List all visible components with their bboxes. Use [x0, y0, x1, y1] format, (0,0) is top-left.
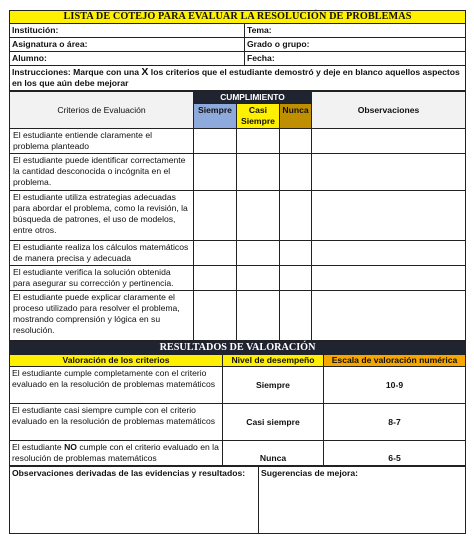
result-text-after: cumple con el criterio evaluado en la resolución de problemas matemáticos — [12, 442, 219, 463]
criterion-nunca-cell[interactable] — [280, 191, 312, 241]
checklist-page — [9, 10, 465, 534]
result-text-bold: NO — [64, 442, 77, 452]
criterion-nunca-cell[interactable] — [280, 129, 312, 154]
result-level: Siempre — [223, 367, 324, 404]
alumno-field[interactable]: Alumno: — [10, 52, 245, 66]
result-row-text: El estudiante casi siempre cumple con el criterio evaluado en la resolución de problemas matemáticos — [10, 404, 223, 441]
result-text-before: El estudiante — [12, 442, 65, 452]
criterion-casi-siempre-cell[interactable] — [237, 154, 280, 191]
siempre-header: Siempre — [194, 104, 237, 129]
results-table — [9, 341, 466, 466]
criterion-siempre-cell[interactable] — [194, 241, 237, 266]
criterion-nunca-cell[interactable] — [280, 241, 312, 266]
criterion-casi-siempre-cell[interactable] — [237, 241, 280, 266]
criterion-observaciones-cell[interactable] — [312, 191, 466, 241]
result-level: Nunca — [223, 441, 324, 466]
criterion-observaciones-cell[interactable] — [312, 154, 466, 191]
observaciones-field[interactable]: Observaciones derivadas de las evidencias y resultados: — [10, 467, 259, 534]
result-scale: 10-9 — [324, 367, 466, 404]
criterion-text: El estudiante realiza los cálculos matemáticos de manera precisa y adecuada — [10, 241, 194, 266]
nunca-header: Nunca — [280, 104, 312, 129]
instructions — [10, 66, 466, 91]
criterion-casi-siempre-cell[interactable] — [237, 266, 280, 291]
result-level: Casi siempre — [223, 404, 324, 441]
criterion-text: El estudiante entiende claramente el problema planteado — [10, 129, 194, 154]
criterion-casi-siempre-cell[interactable] — [237, 291, 280, 341]
document-title: LISTA DE COTEJO PARA EVALUAR LA RESOLUCIÓN DE PROBLEMAS — [10, 11, 466, 24]
result-scale: 8-7 — [324, 404, 466, 441]
criterion-siempre-cell[interactable] — [194, 154, 237, 191]
asignatura-field[interactable]: Asignatura o área: — [10, 38, 245, 52]
x-mark-icon: X — [141, 66, 149, 78]
fecha-field[interactable]: Fecha: — [245, 52, 466, 66]
criterion-nunca-cell[interactable] — [280, 154, 312, 191]
criterion-nunca-cell[interactable] — [280, 266, 312, 291]
criterion-observaciones-cell[interactable] — [312, 266, 466, 291]
criterios-header: Criterios de Evaluación — [10, 92, 194, 129]
instructions-after: los criterios que el estudiante demostró y deje en blanco aquellos aspectos en los que aún debe mejorar — [12, 67, 460, 88]
escala-header: Escala de valoración numérica — [324, 355, 466, 367]
result-row-text: El estudiante cumple completamente con el criterio evaluado en la resolución de problemas matemáticos — [10, 367, 223, 404]
sugerencias-field[interactable]: Sugerencias de mejora: — [259, 467, 466, 534]
criterion-siempre-cell[interactable] — [194, 291, 237, 341]
observaciones-header: Observaciones — [312, 92, 466, 129]
criterion-casi-siempre-cell[interactable] — [237, 191, 280, 241]
criterion-text: El estudiante utiliza estrategias adecuadas para abordar el problema, como la revisión, la búsqueda de patrones, el uso de modelos, entre otros. — [10, 191, 194, 241]
criterion-siempre-cell[interactable] — [194, 129, 237, 154]
nivel-header: Nivel de desempeño — [223, 355, 324, 367]
result-row-text — [10, 441, 223, 466]
tema-field[interactable]: Tema: — [245, 24, 466, 38]
criterion-text: El estudiante verifica la solución obtenida para asegurar su corrección y pertinencia. — [10, 266, 194, 291]
criterion-nunca-cell[interactable] — [280, 291, 312, 341]
footer-table — [9, 466, 466, 534]
criterion-text: El estudiante puede explicar claramente el proceso utilizado para resolver el problema, mostrando comprensión y lógica en su resolución. — [10, 291, 194, 341]
header-table — [9, 10, 466, 91]
results-title: RESULTADOS DE VALORACIÓN — [10, 342, 466, 355]
criteria-table — [9, 91, 466, 341]
instructions-before: Instrucciones: Marque con una — [12, 67, 142, 77]
valoracion-header: Valoración de los criterios — [10, 355, 223, 367]
criterion-text: El estudiante puede identificar correctamente la cantidad desconocida o incógnita en el problema. — [10, 154, 194, 191]
result-scale: 6-5 — [324, 441, 466, 466]
cumplimiento-header: CUMPLIMIENTO — [194, 92, 312, 104]
criterion-observaciones-cell[interactable] — [312, 291, 466, 341]
grado-field[interactable]: Grado o grupo: — [245, 38, 466, 52]
criterion-observaciones-cell[interactable] — [312, 241, 466, 266]
criterion-casi-siempre-cell[interactable] — [237, 129, 280, 154]
criterion-siempre-cell[interactable] — [194, 266, 237, 291]
criterion-siempre-cell[interactable] — [194, 191, 237, 241]
criterion-observaciones-cell[interactable] — [312, 129, 466, 154]
institucion-field[interactable]: Institución: — [10, 24, 245, 38]
casi-siempre-header: Casi Siempre — [237, 104, 280, 129]
